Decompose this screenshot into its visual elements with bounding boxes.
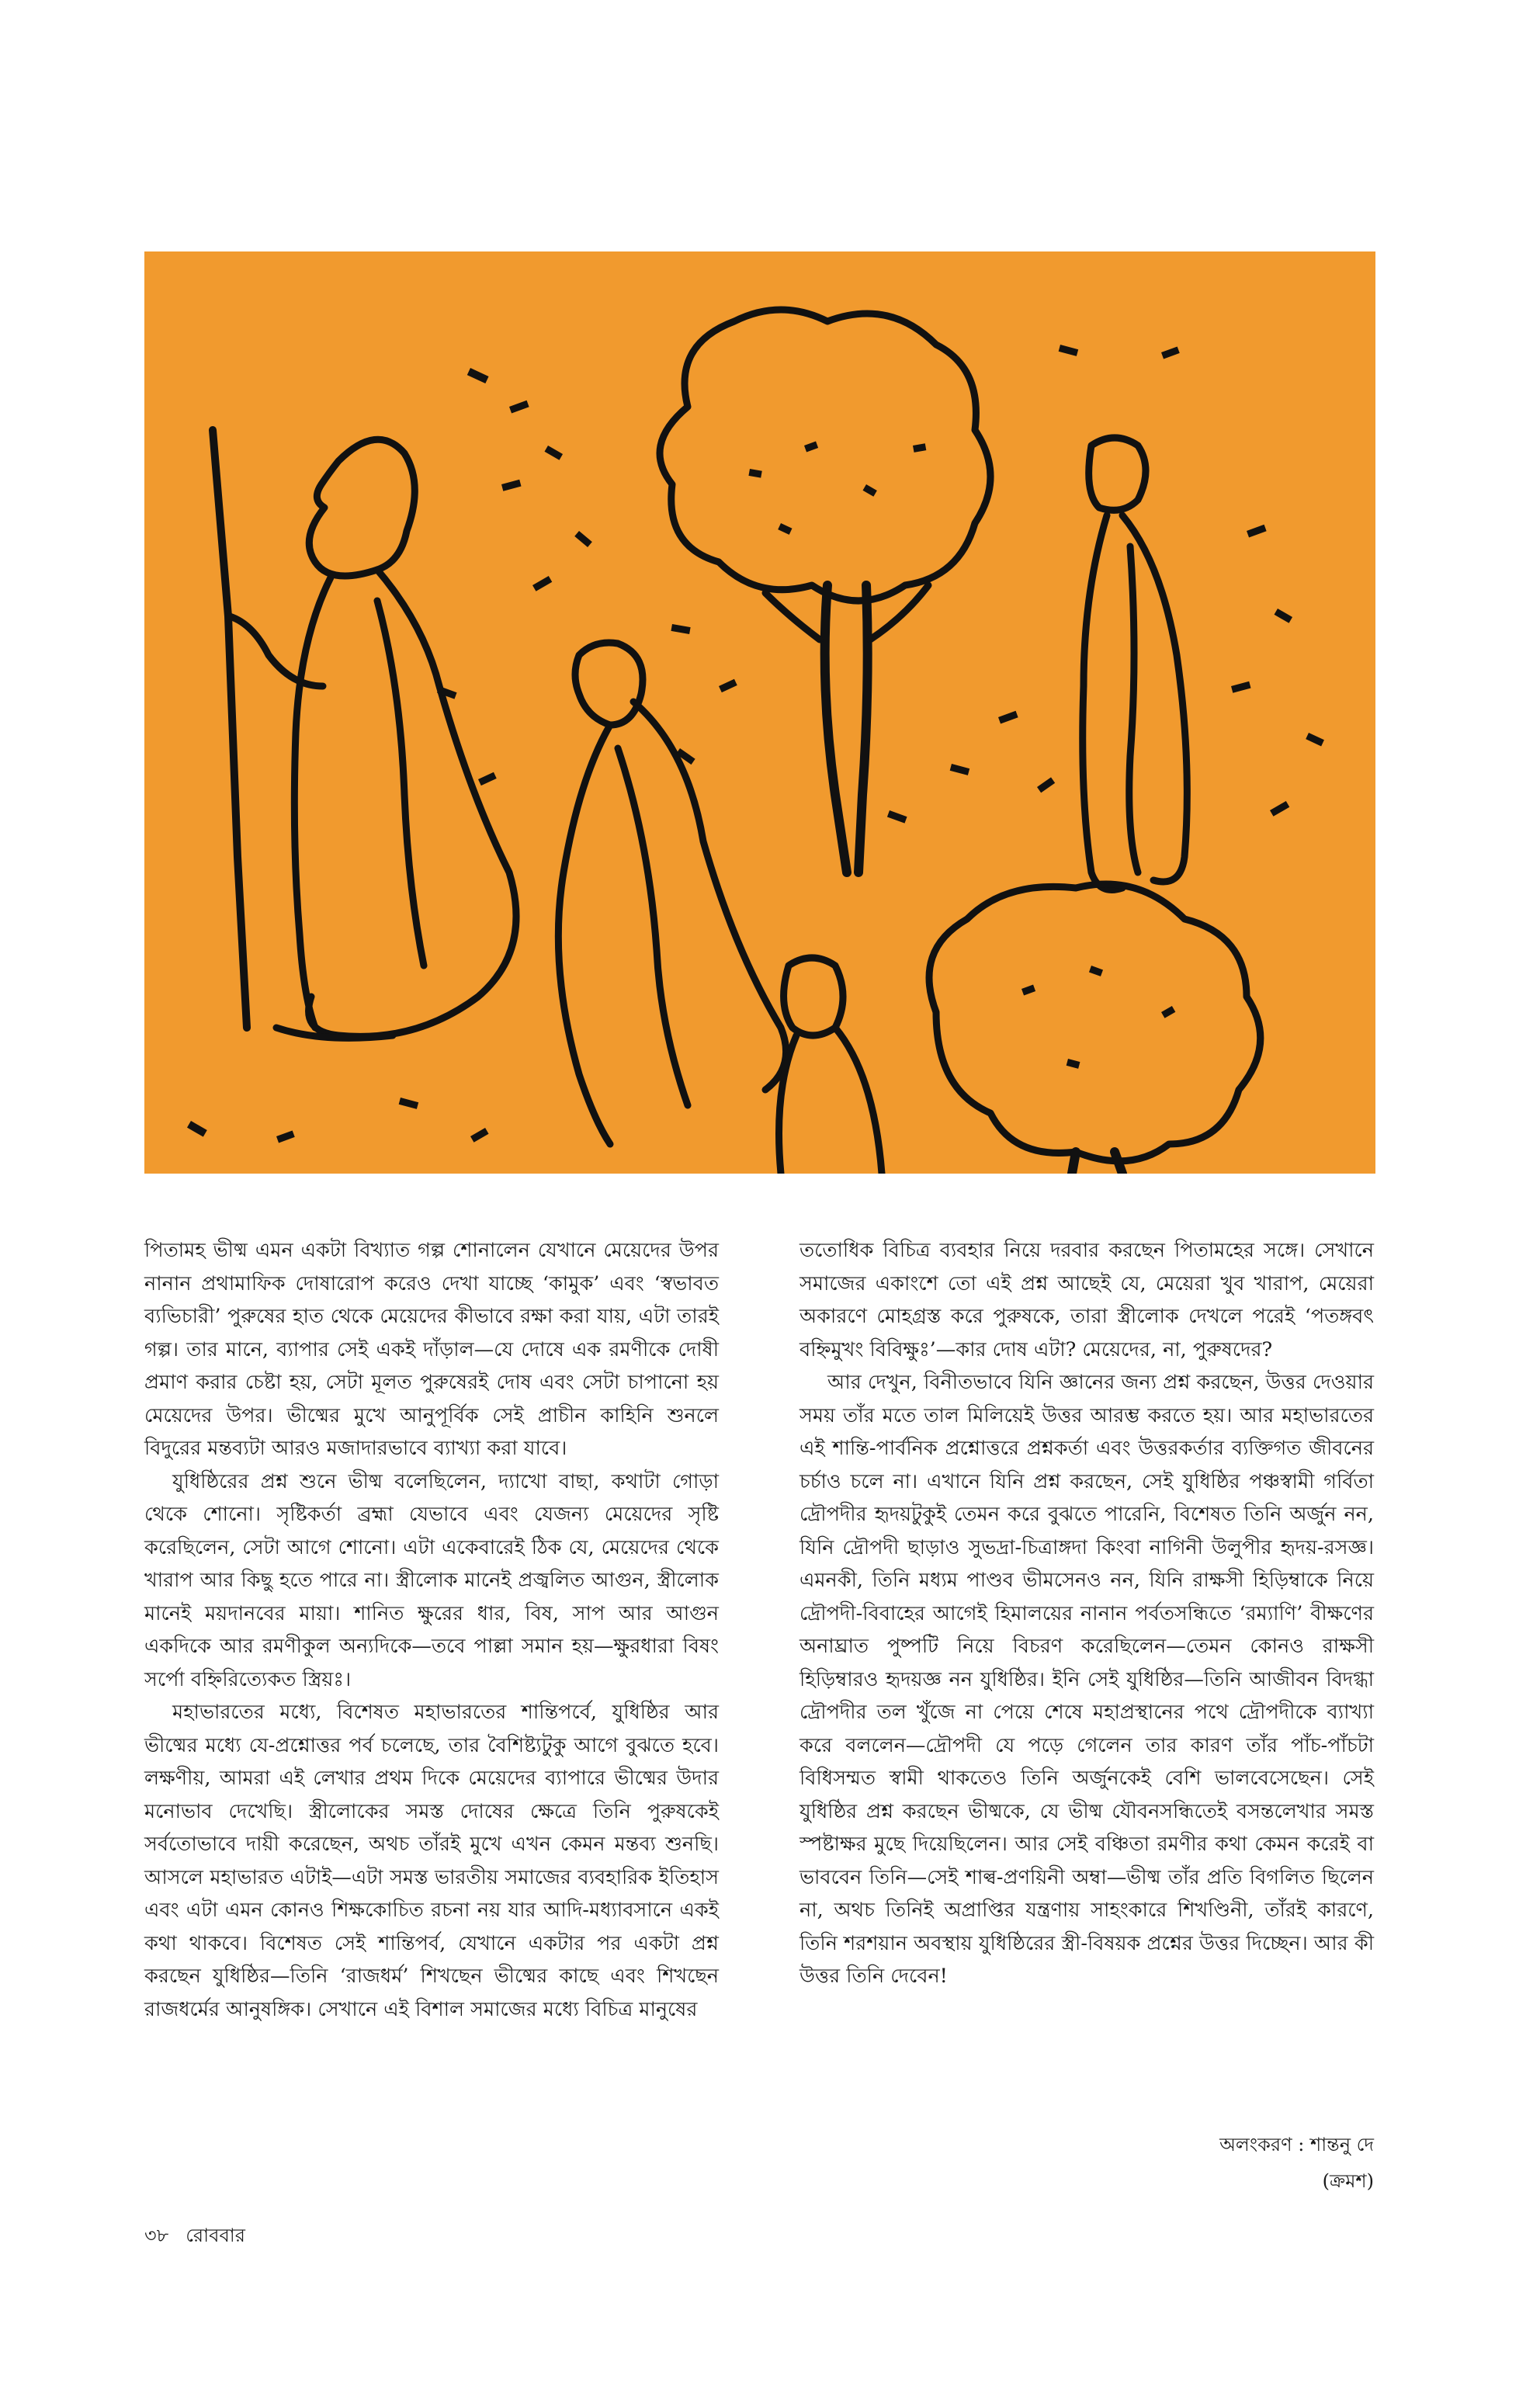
- middle-figure-head: [575, 643, 643, 725]
- right-figure-fold: [1129, 546, 1138, 872]
- article-column-right: [799, 1234, 1374, 1993]
- staff-line: [213, 430, 247, 1028]
- article-paragraph: মহাভারতের মধ্যে, বিশেষত মহাভারতের শান্তিপর্বে, যুধিষ্ঠির আর ভীষ্মের মধ্যে যে-প্রশ্নোত্তর পর্ব চলেছে, তার বৈশিষ্ট্যটুকু আগে বুঝতে হবে। লক্ষণীয়, আমরা এই লেখার প্রথম দিকে মেয়েদের ব্যাপারে ভীষ্মের উদার মনোভাব দেখেছি। স্ত্রীলোকের সমস্ত দোষের ক্ষেত্রে তিনি পুরুষকেই সর্বতোভাবে দায়ী করেছেন, অথচ তাঁরই মুখে এখন কেমন মন্তব্য শুনছি। আসলে মহাভারত এটাই—এটা সমস্ত ভারতীয় সমাজের ব্যবহারিক ইতিহাস এবং এটা এমন কোনও শিক্ষকোচিত রচনা নয় যার আদি-মধ্যাবসানে একই কথা থাকবে। বিশেষত সেই শান্তিপর্ব, যেখানে একটার পর একটা প্রশ্ন করছেন যুধিষ্ঠির—তিনি ‘রাজধর্ম’ শিখছেন ভীষ্মের কাছে এবং শিখছেন রাজধর্মের আনুষঙ্গিক। সেখানে এই বিশাল সমাজের মধ্যে বিচিত্র মানুষের: [144, 1701, 719, 2021]
- tree-top-crown: [660, 310, 990, 601]
- bhishma-head: [309, 439, 414, 576]
- article-paragraph: আর দেখুন, বিনীতভাবে যিনি জ্ঞানের জন্য প্রশ্ন করছেন, উত্তর দেওয়ার সময় তাঁর মতে তাল মিলিয়েই উত্তর আরম্ভ করতে হয়। আর মহাভারতের এই শান্তি-পার্বনিক প্রশ্নোত্তরে প্রশ্নকর্তা এবং উত্তরকর্তার ব্যক্তিগত জীবনের চর্চাও চলে না। এখানে যিনি প্রশ্ন করছেন, সেই যুধিষ্ঠির পঞ্চস্বামী গর্বিতা দ্রৌপদীর হৃদয়টুকুই তেমন করে বুঝতে পারেনি, বিশেষত তিনি অর্জুন নন, যিনি দ্রৌপদী ছাড়াও সুভদ্রা-চিত্রাঙ্গদা কিংবা নাগিনী উলুপীর হৃদয়-রসজ্ঞ। এমনকী, তিনি মধ্যম পাণ্ডব ভীমসেনও নন, যিনি রাক্ষসী হিড়িম্বাকে নিয়ে দ্রৌপদী-বিবাহের আগেই হিমালয়ের নানান পর্বতসন্ধিতে ‘রম্যাণি’ বীক্ষণের অনাঘ্রাত পুষ্পটি নিয়ে বিচরণ করেছিলেন—তেমন কোনও রাক্ষসী হিড়িম্বারও হৃদয়জ্ঞ নন যুধিষ্ঠির। ইনি সেই যুধিষ্ঠির—তিনি আজীবন বিদগ্ধা দ্রৌপদীর তল খুঁজে না পেয়ে শেষে মহাপ্রস্থানের পথে দ্রৌপদীকে ব্যাখ্যা করে বললেন—দ্রৌপদী যে পড়ে গেলেন তার কারণ তাঁর পাঁচ-পাঁচটা বিধিসম্মত স্বামী থাকতেও তিনি অর্জুনকেই বেশি ভালবেসেছেন। সেই যুধিষ্ঠির প্রশ্ন করছেন ভীষ্মকে, যে ভীষ্ম যৌবনসন্ধিতেই বসন্তলেখার সমস্ত স্পষ্টাক্ষর মুছে দিয়েছিলেন। আর সেই বঞ্চিতা রমণীর কথা কেমন করেই বা ভাববেন তিনি—সেই শাল্ব-প্রণয়িনী অম্বা—ভীষ্ম তাঁর প্রতি বিগলিত ছিলেন না, অথচ তিনিই অপ্রাপ্তির যন্ত্রণায় সাহংকারে শিখণ্ডিনী, তাঁরই কারণে, তিনি শরশয়ান অবস্থায় যুধিষ্ঠিরের স্ত্রী-বিষয়ক প্রশ্নের উত্তর দিচ্ছেন। আর কী উত্তর তিনি দেবেন!: [799, 1371, 1374, 1988]
- page-footer: [144, 2220, 262, 2251]
- magazine-name: রোববার: [186, 2225, 245, 2246]
- page-number: ৩৮: [144, 2225, 169, 2246]
- middle-figure-fold: [618, 748, 688, 1105]
- bhishma-robe-left: [294, 577, 331, 1028]
- illustration-drawing: [144, 251, 1375, 1174]
- right-figure-robe-left: [1083, 515, 1122, 890]
- illustration-credit: অলংকরণ : শান্তনু দে: [1219, 2134, 1374, 2155]
- article-column-left: [144, 1234, 719, 2026]
- bottom-figure-body: [779, 1028, 883, 1174]
- falling-leaves: [187, 345, 1324, 1143]
- right-figure-head: [1089, 438, 1146, 510]
- bhishma-fold: [377, 601, 424, 966]
- article-paragraph: যুধিষ্ঠিরের প্রশ্ন শুনে ভীষ্ম বলেছিলেন, দ্যাখো বাছা, কথাটা গোড়া থেকে শোনো। সৃষ্টিকর্তা ব্রহ্মা যেভাবে এবং যেজন্য মেয়েদের সৃষ্টি করেছিলেন, সেটা আগে শোনো। এটা একেবারেই ঠিক যে, মেয়েদের থেকে খারাপ আর কিছু হতে পারে না। স্ত্রীলোক মানেই প্রজ্বলিত আগুন, স্ত্রীলোক মানেই ময়দানবের মায়া। শানিত ক্ষুরের ধার, বিষ, সাপ আর আগুন একদিকে আর রমণীকুল অন্যদিকে—তবে পাল্লা সমান হয়—ক্ষুরধারা বিষং সর্পো বহ্নিরিত্যেকত স্ত্রিয়ঃ।: [144, 1469, 719, 1691]
- middle-figure-front: [633, 702, 786, 1090]
- to-be-continued-note: (ক্রমশ): [1322, 2170, 1374, 2192]
- article-paragraph: ততোধিক বিচিত্র ব্যবহার নিয়ে দরবার করছেন পিতামহের সঙ্গে। সেখানে সমাজের একাংশে তো এই প্রশ্ন আছেই যে, মেয়েরা খুব খারাপ, মেয়েরা অকারণে মোহগ্রস্ত করে পুরুষকে, তারা স্ত্রীলোক দেখলে পরেই ‘পতঙ্গবৎ বহ্নিমুখং বিবিক্ষুঃ’—কার দোষ এটা? মেয়েদের, না, পুরুষদের?: [799, 1239, 1374, 1361]
- middle-figure-back: [558, 725, 610, 1144]
- bhishma-robe-right: [309, 570, 516, 1036]
- article-paragraph: পিতামহ ভীষ্ম এমন একটা বিখ্যাত গল্প শোনালেন যেখানে মেয়েদের উপর নানান প্রথামাফিক দোষারোপ করেও দেখা যাচ্ছে ‘কামুক’ এবং ‘স্বভাবত ব্যভিচারী’ পুরুষের হাত থেকে মেয়েদের কীভাবে রক্ষা করা যায়, এটা তারই গল্প। তার মানে, ব্যাপার সেই একই দাঁড়াল—যে দোষে এক রমণীকে দোষী প্রমাণ করার চেষ্টা হয়, সেটা মূলত পুরুষেরই দোষ এবং সেটা চাপানো হয় মেয়েদের উপর। ভীষ্মের মুখে আনুপূর্বিক সেই প্রাচীন কাহিনি শুনলে বিদুরের মন্তব্যটা আরও মজাদারভাবে ব্যাখ্যা করা যাবে।: [144, 1239, 719, 1460]
- bottom-figure-head: [784, 958, 843, 1035]
- mahabharata-illustration: [144, 251, 1375, 1174]
- tree-top-branches: [765, 585, 928, 640]
- tree-bottom-crown: [929, 884, 1261, 1161]
- tree-top-trunk: [825, 585, 868, 872]
